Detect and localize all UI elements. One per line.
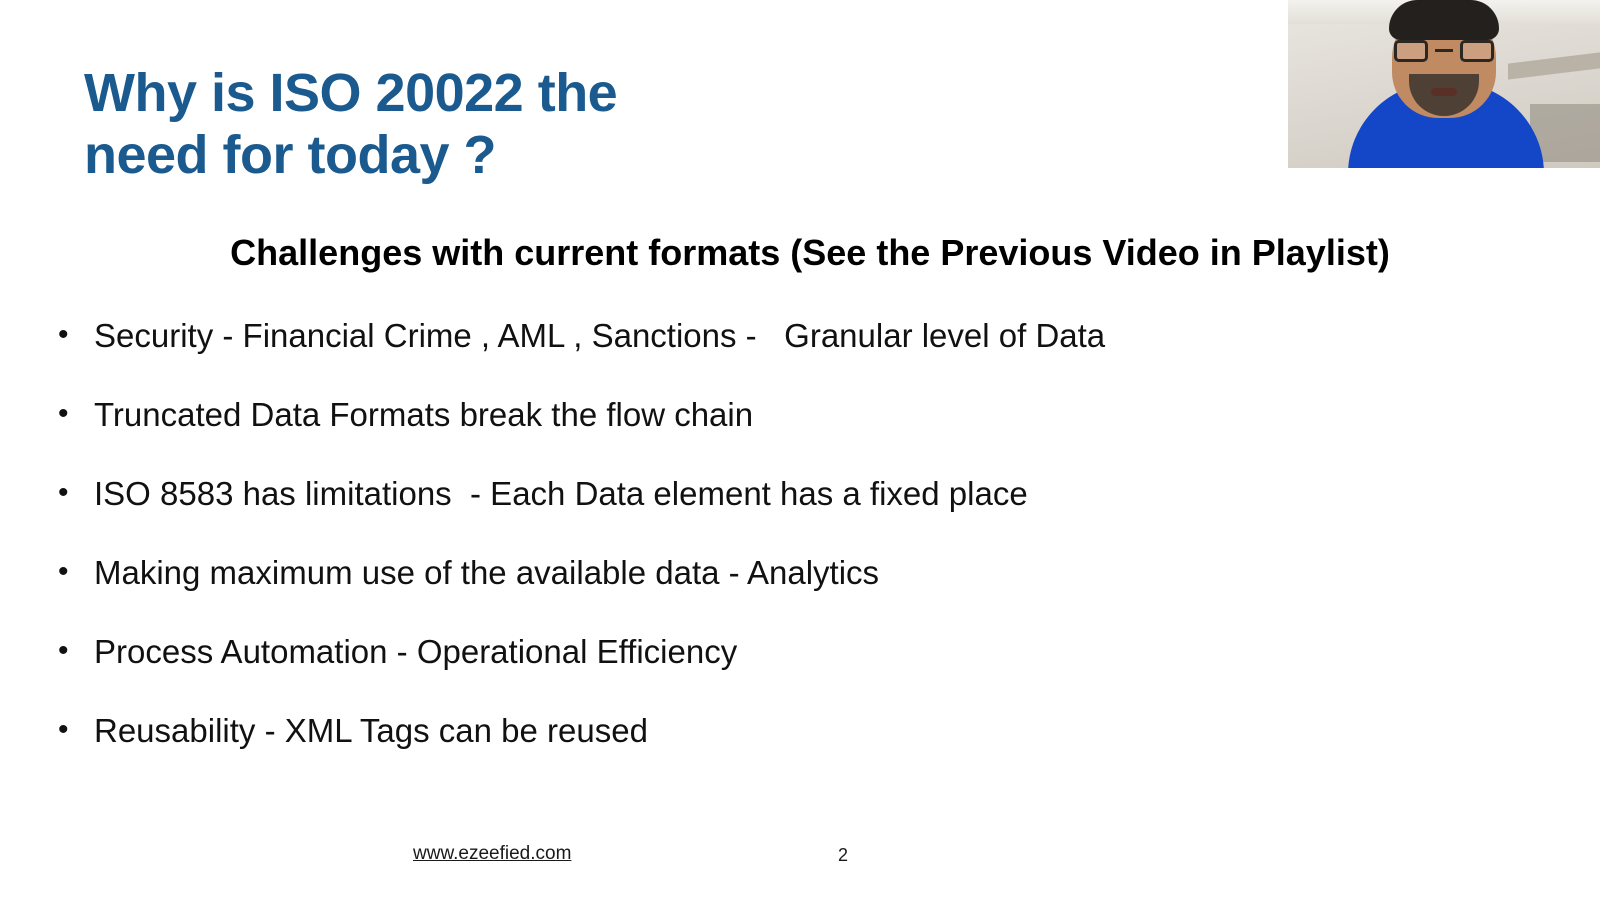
glasses-bridge-icon	[1435, 49, 1453, 52]
list-item-label: Making maximum use of the available data - Analytics	[94, 554, 880, 591]
list-item-label: Security - Financial Crime , AML , Sanctions - Granular level of Data	[94, 317, 1106, 354]
list-item-label: Reusability - XML Tags can be reused	[94, 712, 648, 749]
bullet-point-icon: •	[58, 634, 69, 667]
list-item-label: Truncated Data Formats break the flow chain	[94, 396, 754, 433]
list-item	[58, 318, 1478, 397]
slide-page-number: 2	[838, 845, 849, 865]
page-title-line-2: need for today ?	[84, 125, 497, 186]
presenter-mouth	[1431, 88, 1457, 96]
presenter-video-overlay[interactable]	[1288, 0, 1600, 168]
bullet-point-icon: •	[58, 318, 69, 351]
presenter-hair	[1389, 0, 1499, 40]
list-item	[58, 397, 1478, 476]
list-item	[58, 713, 1478, 792]
list-item-label: ISO 8583 has limitations - Each Data element has a fixed place	[94, 475, 1028, 512]
footer-website-link[interactable]: www.ezeefied.com	[413, 843, 572, 864]
bullet-point-icon: •	[58, 397, 69, 430]
list-item	[58, 634, 1478, 713]
section-subheading: Challenges with current formats (See the Previous Video in Playlist)	[230, 232, 1390, 273]
glasses-left-lens-icon	[1394, 40, 1428, 62]
glasses-right-lens-icon	[1460, 40, 1494, 62]
page-title	[84, 62, 844, 186]
list-item	[58, 555, 1478, 634]
page-title-line-1: Why is ISO 20022 the	[84, 63, 618, 123]
bullet-point-icon: •	[58, 555, 69, 588]
list-item	[58, 476, 1478, 555]
bullet-list	[58, 318, 1478, 792]
list-item-label: Process Automation - Operational Efficiency	[94, 633, 738, 670]
bullet-point-icon: •	[58, 713, 69, 746]
bullet-point-icon: •	[58, 476, 69, 509]
